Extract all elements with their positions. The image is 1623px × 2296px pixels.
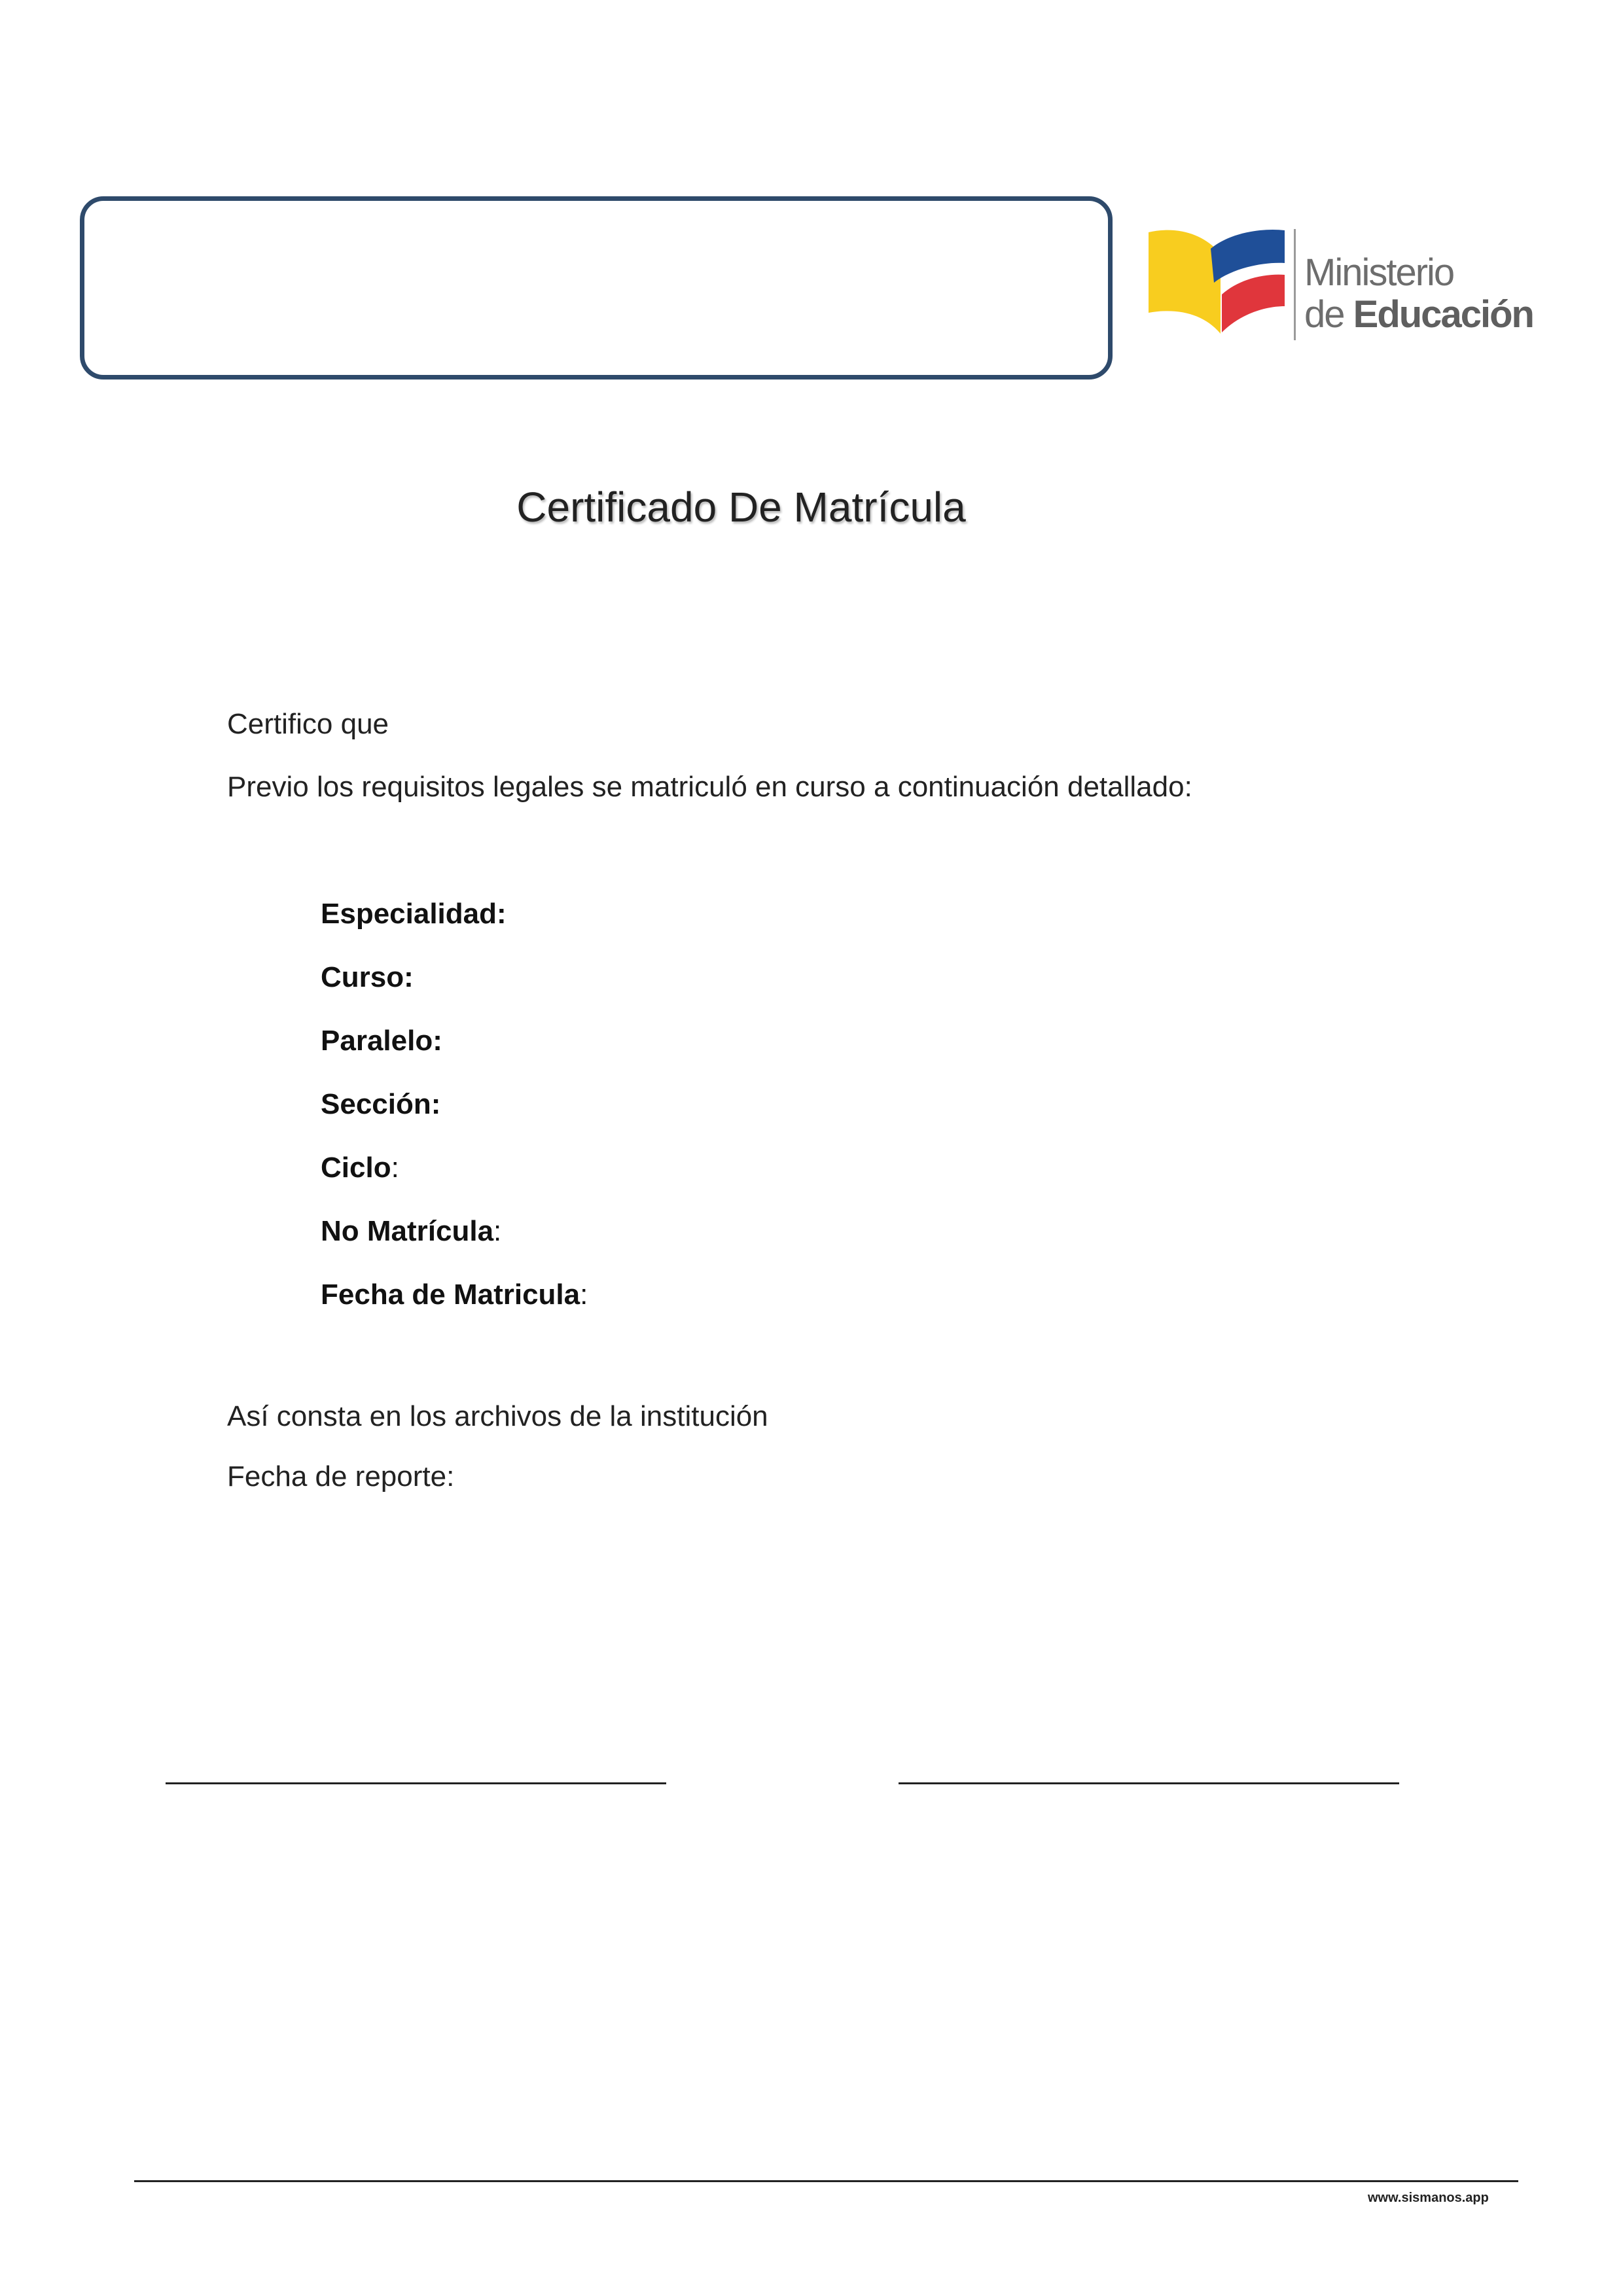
intro-line-1: Certifico que [227, 708, 389, 740]
logo-text-educacion: de Educación [1304, 293, 1533, 336]
logo-yellow-page [1149, 230, 1221, 334]
footer-rule [134, 2180, 1518, 2182]
report-date-label: Fecha de reporte: [227, 1460, 455, 1492]
closing-line-1: Así consta en los archivos de la institución [227, 1400, 768, 1432]
field-curso: Curso: [321, 961, 414, 993]
logo-divider [1294, 229, 1296, 340]
signature-line-left [166, 1782, 666, 1784]
document-title: Certificado De Matrícula [516, 484, 966, 531]
signature-line-right [899, 1782, 1399, 1784]
ministerio-logo [1149, 222, 1535, 353]
logo-text-ministerio: Ministerio [1304, 251, 1454, 294]
book-emblem-icon [1149, 222, 1294, 353]
field-especialidad: Especialidad: [321, 898, 507, 930]
field-ciclo: Ciclo: [321, 1152, 399, 1184]
field-no-matricula: No Matrícula: [321, 1215, 502, 1247]
institution-header-box [80, 196, 1113, 380]
footer-url: www.sismanos.app [1368, 2191, 1489, 2205]
field-paralelo: Paralelo: [321, 1025, 442, 1057]
field-fecha-matricula: Fecha de Matricula: [321, 1279, 588, 1311]
logo-red-page [1222, 275, 1285, 332]
logo-blue-page [1211, 230, 1285, 283]
field-seccion: Sección: [321, 1088, 441, 1120]
intro-line-2: Previo los requisitos legales se matriculó en curso a continuación detallado: [227, 771, 1192, 803]
